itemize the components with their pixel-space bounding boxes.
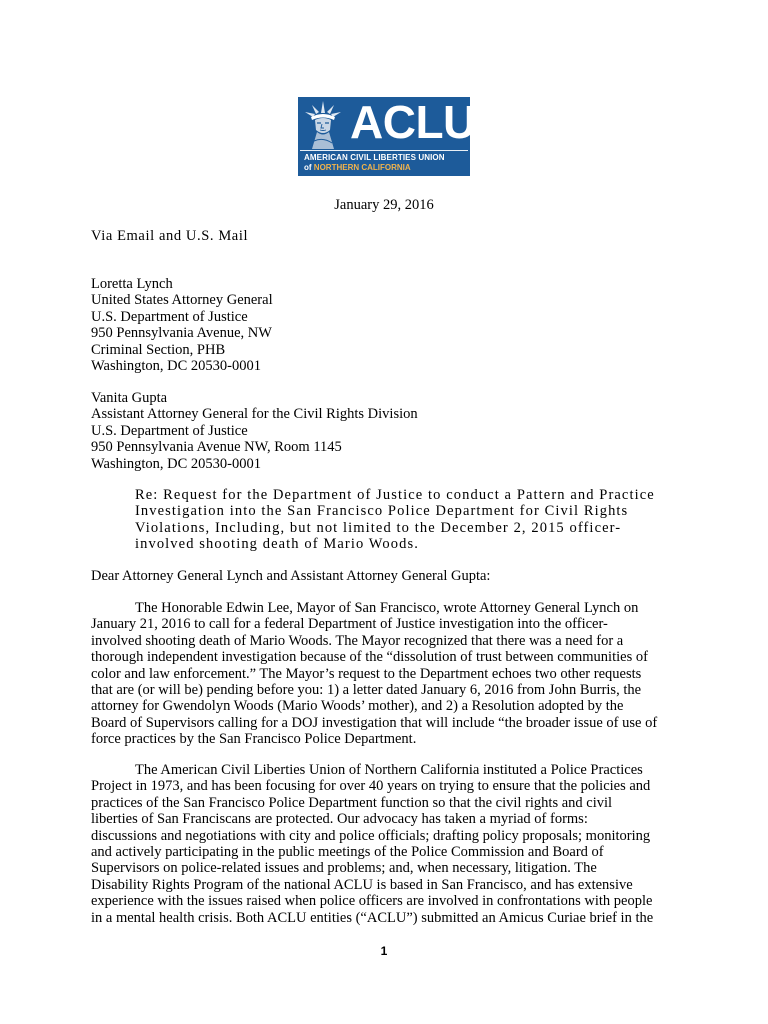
salutation: Dear Attorney General Lynch and Assistant Attorney General Gupta: [91, 568, 491, 584]
address-line: Washington, DC 20530-0001 [91, 358, 262, 375]
address-line: U.S. Department of Justice [91, 422, 248, 439]
paragraph-line: discussions and negotiations with city and police officials; drafting policy proposals; monitoring [91, 827, 651, 844]
address-line: Washington, DC 20530-0001 [91, 455, 262, 472]
paragraph-line: liberties of San Franciscans are protected. Our advocacy has taken a myriad of forms: [91, 811, 588, 828]
paragraph-line: practices of the San Francisco Police Department function so that the civil rights and civil [91, 794, 613, 811]
aclu-logo [298, 96, 476, 176]
body-paragraph-2 [91, 762, 653, 926]
re-subject [135, 487, 655, 553]
recipient-address-1 [91, 276, 273, 374]
paragraph-line: color and law enforcement.” The Mayor’s request to the Department echoes two other requests [91, 665, 642, 682]
logo-divider [300, 150, 468, 151]
address-line: Assistant Attorney General for the Civil Rights Division [91, 406, 418, 423]
paragraph-line: Supervisors on police-related issues and problems; and, when necessary, litigation. The [91, 860, 597, 877]
paragraph-line: January 21, 2016 to call for a federal Department of Justice investigation into the officer- [91, 616, 608, 633]
body-paragraph-1 [91, 600, 657, 748]
re-line: Re: Request for the Department of Justice to conduct a Pattern and Practice [135, 487, 655, 503]
paragraph-line: attorney for Gwendolyn Woods (Mario Woods’ mother), and 2) a Resolution adopted by the [91, 698, 624, 715]
paragraph-line: thorough independent investigation because of the “dissolution of trust between communities of [91, 649, 648, 666]
paragraph-line: in a mental health crisis. Both ACLU entities (“ACLU”) submitted an Amicus Curiae brief in the [91, 909, 654, 926]
paragraph-line: Project in 1973, and has been focusing for over 40 years on trying to ensure that the policies and [91, 778, 651, 795]
logo-wordmark: ACLU [350, 96, 476, 148]
paragraph-line: The American Civil Liberties Union of Northern California instituted a Police Practices [135, 762, 643, 778]
paragraph-line: and actively participating in the public meetings of the Police Commission and Board of [91, 844, 604, 861]
address-line: United States Attorney General [91, 292, 273, 309]
logo-region-of: of [304, 163, 312, 172]
paragraph-line: The Honorable Edwin Lee, Mayor of San Francisco, wrote Attorney General Lynch on [135, 600, 639, 616]
address-line: Criminal Section, PHB [91, 341, 226, 358]
letter-date: January 29, 2016 [334, 197, 434, 213]
address-line: Vanita Gupta [91, 390, 168, 406]
re-line: involved shooting death of Mario Woods. [135, 536, 419, 553]
paragraph-line: Disability Rights Program of the national ACLU is based in San Francisco, and has extensive [91, 876, 633, 893]
delivery-method: Via Email and U.S. Mail [91, 228, 249, 244]
address-line: 950 Pennsylvania Avenue, NW [91, 325, 272, 342]
paragraph-line: experience with the issues raised when police officers are involved in confrontations with people [91, 893, 653, 910]
paragraph-line: involved shooting death of Mario Woods. The Mayor recognized that there was a need for a [91, 632, 624, 649]
re-line: Violations, Including, but not limited to the December 2, 2015 officer- [135, 519, 622, 536]
recipient-address-2 [91, 390, 418, 472]
re-line: Investigation into the San Francisco Police Department for Civil Rights [135, 503, 629, 520]
page-number: 1 [380, 944, 388, 958]
logo-region-name: NORTHERN CALIFORNIA [313, 163, 411, 172]
address-line: U.S. Department of Justice [91, 308, 248, 325]
address-line: Loretta Lynch [91, 276, 173, 292]
paragraph-line: force practices by the San Francisco Police Department. [91, 731, 417, 748]
paragraph-line: that are (or will be) pending before you: 1) a letter dated January 6, 2016 from John Burris, the [91, 682, 642, 699]
logo-region [304, 163, 468, 173]
address-line: 950 Pennsylvania Avenue NW, Room 1145 [91, 439, 342, 456]
paragraph-line: Board of Supervisors calling for a DOJ investigation that will include “the broader issue of use of [91, 714, 658, 731]
statue-of-liberty-icon [300, 99, 346, 149]
logo-org-name: AMERICAN CIVIL LIBERTIES UNION [304, 153, 445, 162]
